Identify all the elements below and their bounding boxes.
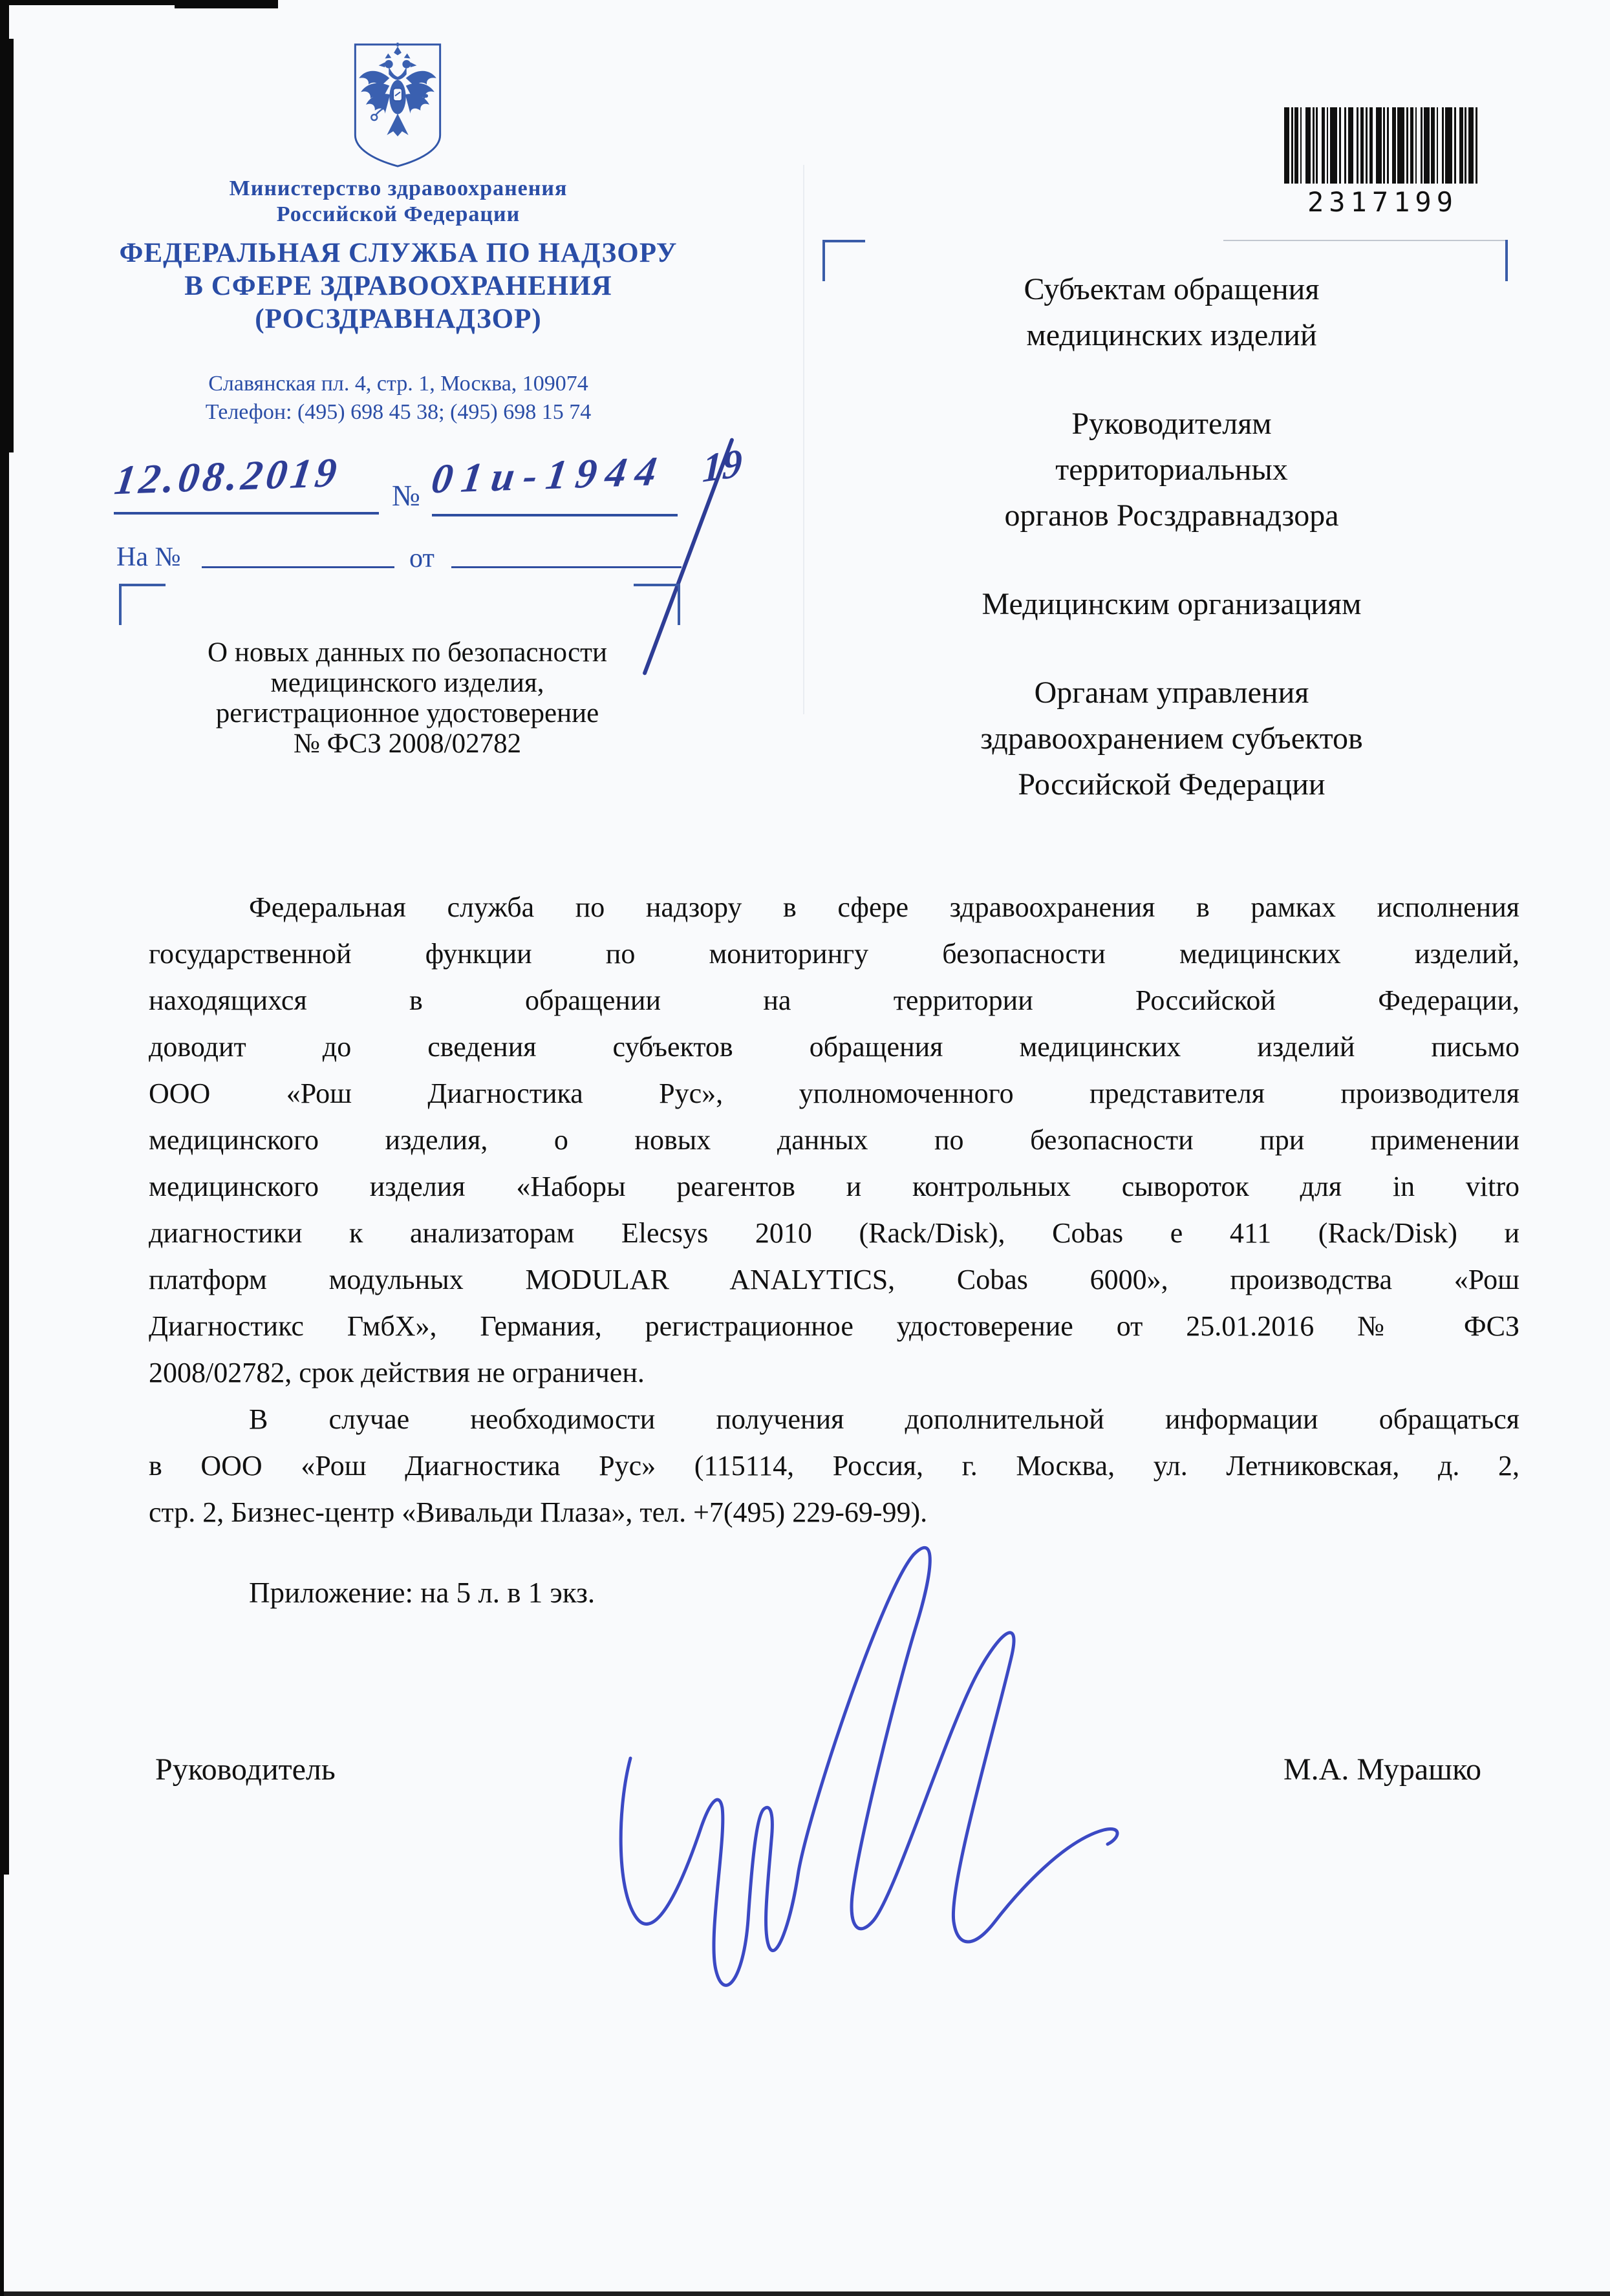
- scan-edge-left-thin: [0, 1875, 4, 2296]
- number-underline: [432, 514, 678, 516]
- agency-line-3: (РОСЗДРАВНАДЗОР): [255, 304, 542, 334]
- scan-edge-bottom: [0, 2291, 1610, 2296]
- barcode-number: 2317199: [1307, 186, 1458, 218]
- recipient-group-1: [892, 266, 1451, 358]
- attachment-note: Приложение: на 5 л. в 1 экз.: [249, 1577, 596, 1609]
- agency-line-1: ФЕДЕРАЛЬНАЯ СЛУЖБА ПО НАДЗОРУ: [119, 238, 678, 268]
- recipient-bracket-right-v: [1505, 240, 1508, 281]
- recipient-line: территориальных: [1055, 452, 1288, 487]
- barcode-space: [1477, 107, 1481, 184]
- barcode-bar: [1397, 107, 1404, 184]
- barcode-bar: [1284, 107, 1289, 184]
- body-line: государственной функции по мониторингу безопасности медицинских изделий,: [149, 938, 1519, 970]
- body-line: Диагностикс ГмбХ», Германия, регистрационное удостоверение от 25.01.2016 № ФСЗ: [149, 1310, 1519, 1342]
- signer-position-title: Руководитель: [155, 1752, 336, 1787]
- agency-name: [116, 237, 680, 335]
- body-line: медицинского изделия, о новых данных по безопасности при применении: [149, 1124, 1519, 1156]
- barcode-bar: [1305, 107, 1311, 184]
- recipient-line: Органам управления: [1034, 675, 1309, 710]
- signer-name: М.А. Мурашко: [1283, 1752, 1481, 1787]
- recipients-block: [892, 266, 1451, 807]
- scan-edge-left-jag: [0, 39, 14, 452]
- body-line: платформ модульных MODULAR ANALYTICS, Cobas 6000», производства «Рош: [149, 1264, 1519, 1295]
- barcode-bar: [1376, 107, 1381, 184]
- body-line: находящихся в обращении на территории Российской Федерации,: [149, 984, 1519, 1016]
- body-line: 2008/02782, срок действия не ограничен.: [149, 1357, 645, 1388]
- agency-phone: Телефон: (495) 698 45 38; (495) 698 15 74: [205, 400, 592, 424]
- subject-line-1: О новых данных по безопасности: [208, 637, 607, 668]
- barcode-bar: [1445, 107, 1452, 184]
- body-line: медицинского изделия «Наборы реагентов и контрольных сывороток для in vitro: [149, 1171, 1519, 1202]
- recipient-line: Российской Федерации: [1018, 767, 1326, 802]
- agency-line-2: В СФЕРЕ ЗДРАВООХРАНЕНИЯ: [184, 271, 612, 301]
- recipient-group-3: [892, 581, 1451, 627]
- recipient-line: медицинских изделий: [1026, 318, 1317, 352]
- subject-bracket-right-h: [634, 584, 680, 586]
- ministry-line-1: Министерство здравоохранения: [229, 176, 568, 200]
- ministry-line-2: Российской Федерации: [276, 202, 521, 226]
- number-sign-label: №: [392, 479, 420, 512]
- subject-bracket-left-v: [119, 584, 122, 625]
- handwritten-outgoing-number: 01и-1944: [429, 447, 669, 502]
- reply-date-blank-line: [451, 566, 682, 568]
- recipient-line: Руководителям: [1071, 407, 1272, 441]
- subject-line-4: № ФСЗ 2008/02782: [293, 728, 522, 759]
- agency-address: Славянская пл. 4, стр. 1, Москва, 109074: [208, 372, 588, 396]
- body-line: диагностики к анализаторам Elecsys 2010 (Rack/Disk), Cobas e 411 (Rack/Disk) и: [149, 1217, 1519, 1249]
- recipient-line: здравоохранением субъектов: [980, 721, 1363, 756]
- barcode: [1284, 107, 1481, 184]
- agency-contacts: [116, 370, 680, 427]
- ministry-name: [116, 176, 680, 228]
- russia-coat-of-arms-icon: [349, 41, 446, 168]
- reply-from-label: от: [409, 544, 435, 573]
- body-line: стр. 2, Бизнес-центр «Вивальди Плаза», тел. +7(495) 229-69-99).: [149, 1496, 928, 1528]
- barcode-bar: [1348, 107, 1353, 184]
- letter-subject: [155, 637, 660, 759]
- body-line: Федеральная служба по надзору в сфере здравоохранения в рамках исполнения: [249, 891, 1519, 923]
- handwritten-signature: [605, 1535, 1157, 2017]
- body-line: ООО «Рош Диагностика Рус», уполномоченного представителя производителя: [149, 1078, 1519, 1109]
- reply-to-label: На №: [116, 542, 181, 572]
- center-fold-line: [803, 165, 804, 714]
- scan-edge-top-blob: [175, 0, 278, 8]
- body-line: доводит до сведения субъектов обращения медицинских изделий письмо: [149, 1031, 1519, 1063]
- letter-body: [149, 884, 1519, 1536]
- subject-line-2: медицинского изделия,: [270, 668, 544, 698]
- handwritten-date: 12.08.2019: [112, 449, 343, 504]
- handwritten-number-suffix: 19: [702, 441, 743, 491]
- recipient-line: органов Росздравнадзора: [1004, 498, 1339, 533]
- barcode-bar: [1330, 107, 1337, 184]
- recipient-bracket-left-v: [822, 240, 825, 281]
- subject-bracket-left-h: [119, 584, 166, 586]
- recipient-line: Субъектам обращения: [1024, 272, 1320, 306]
- reply-number-blank-line: [202, 566, 394, 568]
- body-line: В случае необходимости получения дополнительной информации обращаться: [249, 1403, 1519, 1435]
- date-underline: [114, 512, 379, 515]
- barcode-bar: [1468, 107, 1474, 184]
- recipient-group-4: [892, 670, 1451, 807]
- recipient-group-2: [892, 401, 1451, 538]
- subject-line-3: регистрационное удостоверение: [215, 698, 599, 728]
- recipient-line: Медицинским организациям: [982, 587, 1362, 621]
- subject-bracket-right-v: [678, 584, 680, 625]
- recipient-bracket-left-h: [822, 240, 865, 242]
- body-line: в ООО «Рош Диагностика Рус» (115114, Россия, г. Москва, ул. Летниковская, д. 2,: [149, 1450, 1519, 1482]
- barcode-bar: [1424, 107, 1429, 184]
- recipient-fold-line: [1223, 240, 1508, 241]
